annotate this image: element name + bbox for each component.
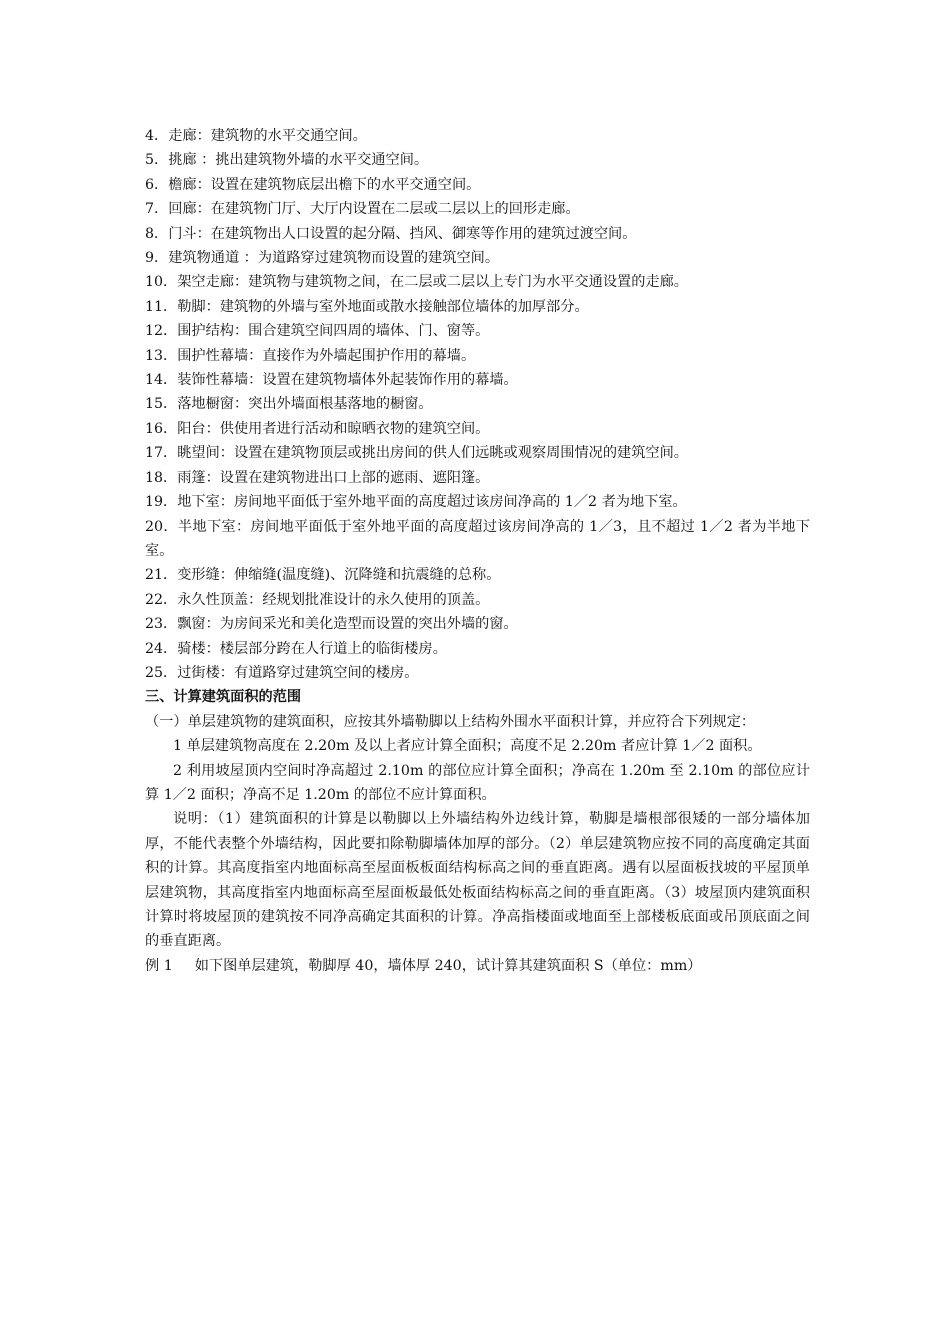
example-label: 例 1 xyxy=(145,957,173,974)
definition-item-16: 16．阳台：供使用者进行活动和晾晒衣物的建筑空间。 xyxy=(145,420,490,437)
definition-item-7: 7．回廊：在建筑物门厅、大厅内设置在二层或二层以上的回形走廊。 xyxy=(145,201,580,218)
explanation-paragraph: 说明：（1）建筑面积的计算是以勒脚以上外墙结构外边线计算，勒脚是墙根部很矮的一部分墙体加厚，不能代表整个外墙结构，因此要扣除勒脚墙体加厚的部分。（2）单层建筑物应按不同的高度确定其面积的计算。其高度指室内地面标高至屋面板板面结构标高之间的垂直距离。遇有以屋面板找坡的平屋顶单层建筑物，其高度指室内地面标高至屋面板最低处板面结构标高之间的垂直距离。（3）坡屋顶内建筑面积计算时将坡屋顶的建筑按不同净高确定其面积的计算。净高指楼面或地面至上部楼板底面或吊顶底面之间的垂直距离。 xyxy=(145,811,810,950)
definition-item-13: 13．围护性幕墙：直接作为外墙起围护作用的幕墙。 xyxy=(145,347,476,364)
clause-1: （一）单层建筑物的建筑面积，应按其外墙勒脚以上结构外围水平面积计算，并应符合下列规定： xyxy=(145,713,756,730)
definition-item-20: 20．半地下室：房间地平面低于室外地平面的高度超过该房间净高的 1／3，且不超过 1／2 者为半地下室。 xyxy=(145,518,810,559)
definition-item-24: 24．骑楼：楼层部分跨在人行道上的临街楼房。 xyxy=(145,640,447,657)
rule-1: 1 单层建筑物高度在 2.20m 及以上者应计算全面积；高度不足 2.20m 者应计算 1／2 面积。 xyxy=(173,738,762,755)
definition-item-14: 14．装饰性幕墙：设置在建筑物墙体外起装饰作用的幕墙。 xyxy=(145,372,518,389)
definition-item-22: 22．永久性顶盖：经规划批准设计的永久使用的顶盖。 xyxy=(145,591,490,608)
definition-item-5: 5．挑廊 ：挑出建筑物外墙的水平交通空间。 xyxy=(145,152,429,169)
definition-item-11: 11．勒脚：建筑物的外墙与室外地面或散水接触部位墙体的加厚部分。 xyxy=(145,298,589,315)
definition-item-25: 25．过街楼：有道路穿过建筑空间的楼房。 xyxy=(145,664,419,681)
definition-item-6: 6．檐廊：设置在建筑物底层出檐下的水平交通空间。 xyxy=(145,176,481,193)
definition-item-4: 4．走廊：建筑物的水平交通空间。 xyxy=(145,128,367,144)
definition-item-9: 9．建筑物通道 ：为道路穿过建筑物而设置的建筑空间。 xyxy=(145,250,500,267)
definition-item-15: 15．落地橱窗：突出外墙面根基落地的橱窗。 xyxy=(145,396,433,413)
definition-item-21: 21．变形缝：伸缩缝(温度缝)、沉降缝和抗震缝的总称。 xyxy=(145,567,501,584)
example-text: 如下图单层建筑，勒脚厚 40，墙体厚 240，试计算其建筑面积 S（单位：mm） xyxy=(194,957,702,974)
example-line xyxy=(145,954,810,978)
definition-item-8: 8．门斗：在建筑物出人口设置的起分隔、挡风、御寒等作用的建筑过渡空间。 xyxy=(145,225,637,242)
definition-item-12: 12．围护结构：围合建筑空间四周的墙体、门、窗等。 xyxy=(145,323,490,340)
section-heading: 三、计算建筑面积的范围 xyxy=(145,689,302,706)
definition-item-18: 18．雨篷：设置在建筑物进出口上部的遮雨、遮阳篷。 xyxy=(145,469,490,486)
document-body xyxy=(145,124,810,978)
rule-2: 2 利用坡屋顶内空间时净高超过 2.10m 的部位应计算全面积；净高在 1.20m 至 2.10m 的部位应计算 1／2 面积；净高不足 1.20m 的部位不应计算面积。 xyxy=(145,762,810,803)
definition-item-17: 17．眺望间：设置在建筑物顶层或挑出房间的供人们远眺或观察周围情况的建筑空间。 xyxy=(145,445,688,462)
definition-item-10: 10．架空走廊：建筑物与建筑物之间，在二层或二层以上专门为水平交通设置的走廊。 xyxy=(145,274,688,291)
definition-item-23: 23．飘窗：为房间采光和美化造型而设置的突出外墙的窗。 xyxy=(145,616,518,633)
definition-item-19: 19．地下室：房间地平面低于室外地平面的高度超过该房间净高的 1／2 者为地下室。 xyxy=(145,494,687,511)
